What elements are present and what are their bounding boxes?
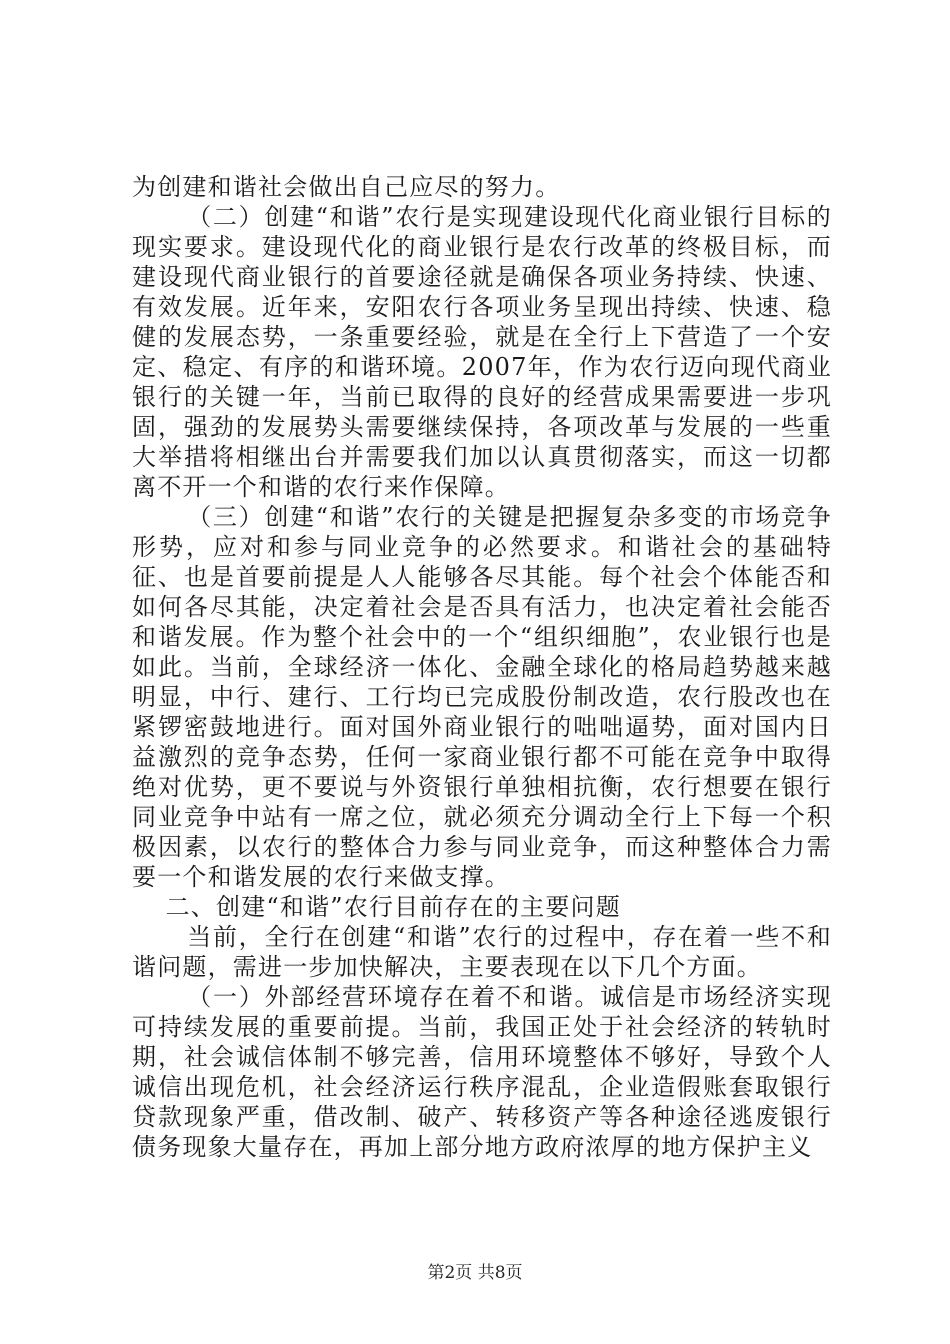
paragraph-section-3: （三）创建“和谐”农行的关键是把握复杂多变的市场竞争形势，应对和参与同业竞争的必然要求。和谐社会的基础特征、也是首要前提是人人能够各尽其能。每个社会个体能否和如何各尽其能，决定着社会是否具有活力，也决定着社会能否和谐发展。作为整个社会中的一个“组织细胞”，农业银行也是如此。当前，全球经济一体化、金融全球化的格局趋势越来越明显，中行、建行、工行均已完成股份制改造，农行股改也在紧锣密鼓地进行。面对国外商业银行的咄咄逼势，面对国内日益激烈的竞争态势，任何一家商业银行都不可能在竞争中取得绝对优势，更不要说与外资银行单独相抗衡，农行想要在银行同业竞争中站有一席之位，就必须充分调动全行上下每一个积极因素，以农行的整体合力参与同业竞争，而这种整体合力需要一个和谐发展的农行来做支撑。 bbox=[132, 503, 832, 891]
section-heading: 二、创建“和谐”农行目前存在的主要问题 bbox=[165, 893, 621, 921]
paragraph-subsection-1: （一）外部经营环境存在着不和谐。诚信是市场经济实现可持续发展的重要前提。当前，我国正处于社会经济的转轨时期，社会诚信体制不够完善，信用环境整体不够好，导致个人诚信出现危机，社会经济运行秩序混乱，企业造假账套取银行贷款现象严重，借改制、破产、转移资产等各种途径逃废银行债务现象大量存在，再加上部分地方政府浓厚的地方保护主义 bbox=[132, 983, 832, 1161]
document-body bbox=[132, 172, 832, 1162]
paragraph-continuation: 为创建和谐社会做出自己应尽的努力。 bbox=[132, 173, 561, 201]
paragraph-section-2: （二）创建“和谐”农行是实现建设现代化商业银行目标的现实要求。建设现代化的商业银行是农行改革的终极目标，而建设现代商业银行的首要途径就是确保各项业务持续、快速、有效发展。近年来，安阳农行各项业务呈现出持续、快速、稳健的发展态势，一条重要经验，就是在全行上下营造了一个安定、稳定、有序的和谐环境。2007年，作为农行迈向现代商业银行的关键一年，当前已取得的良好的经营成果需要进一步巩固，强劲的发展势头需要继续保持，各项改革与发展的一些重大举措将相继出台并需要我们加以认真贯彻落实，而这一切都离不开一个和谐的农行来作保障。 bbox=[132, 203, 832, 501]
page-number: 第2页 共8页 bbox=[427, 1263, 523, 1283]
paragraph-intro: 当前，全行在创建“和谐”农行的过程中，存在着一些不和谐问题，需进一步加快解决，主要表现在以下几个方面。 bbox=[132, 923, 832, 981]
